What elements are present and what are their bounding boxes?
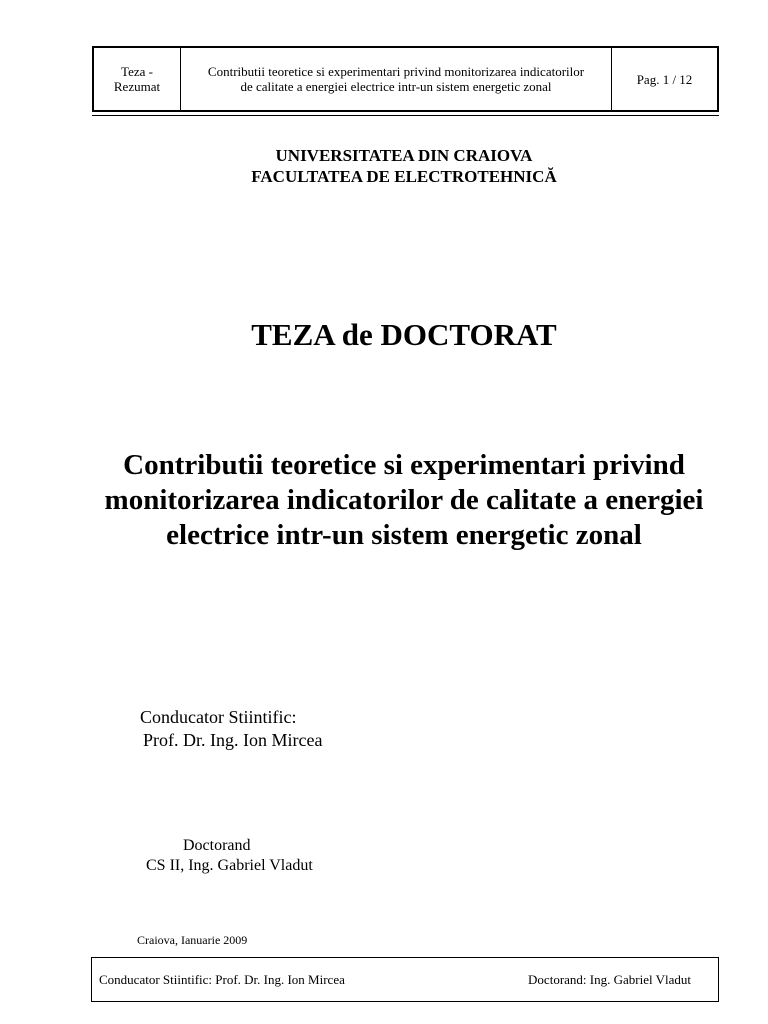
supervisor-block — [140, 706, 322, 752]
page-footer — [91, 957, 719, 1002]
supervisor-name: Prof. Dr. Ing. Ion Mircea — [143, 730, 323, 750]
thesis-title: Contributii teoretice si experimentari privind monitorizarea indicatorilor de calitate a energiei electrice intr-un sistem energetic zonal — [104, 449, 704, 551]
header-page-cell — [612, 48, 717, 110]
place-date: Craiova, Ianuarie 2009 — [137, 933, 248, 947]
header-title: Contributii teoretice si experimentari privind monitorizarea indicatorilor de calitate a energiei electrice intr-un sistem energetic zonal — [207, 64, 585, 94]
institution-block — [0, 145, 768, 187]
header-underline — [92, 115, 719, 116]
supervisor-label: Conducator Stiintific: — [140, 707, 297, 727]
faculty-name: FACULTATEA DE ELECTROTEHNICĂ — [251, 167, 557, 186]
candidate-label: Doctorand — [183, 837, 251, 854]
candidate-name: CS II, Ing. Gabriel Vladut — [146, 857, 313, 874]
footer-supervisor: Conducator Stiintific: Prof. Dr. Ing. Ion Mircea — [99, 971, 345, 987]
thesis-type-heading: TEZA de DOCTORAT — [251, 317, 557, 352]
page-header-table — [92, 46, 719, 112]
candidate-block — [146, 836, 313, 876]
footer-candidate: Doctorand: Ing. Gabriel Vladut — [528, 971, 691, 987]
university-name: UNIVERSITATEA DIN CRAIOVA — [275, 146, 533, 165]
header-title-cell — [181, 48, 612, 110]
header-page-number: Pag. 1 / 12 — [636, 71, 693, 87]
header-doc-type-cell — [94, 48, 181, 110]
header-doc-type: Teza - Rezumat — [113, 64, 161, 94]
